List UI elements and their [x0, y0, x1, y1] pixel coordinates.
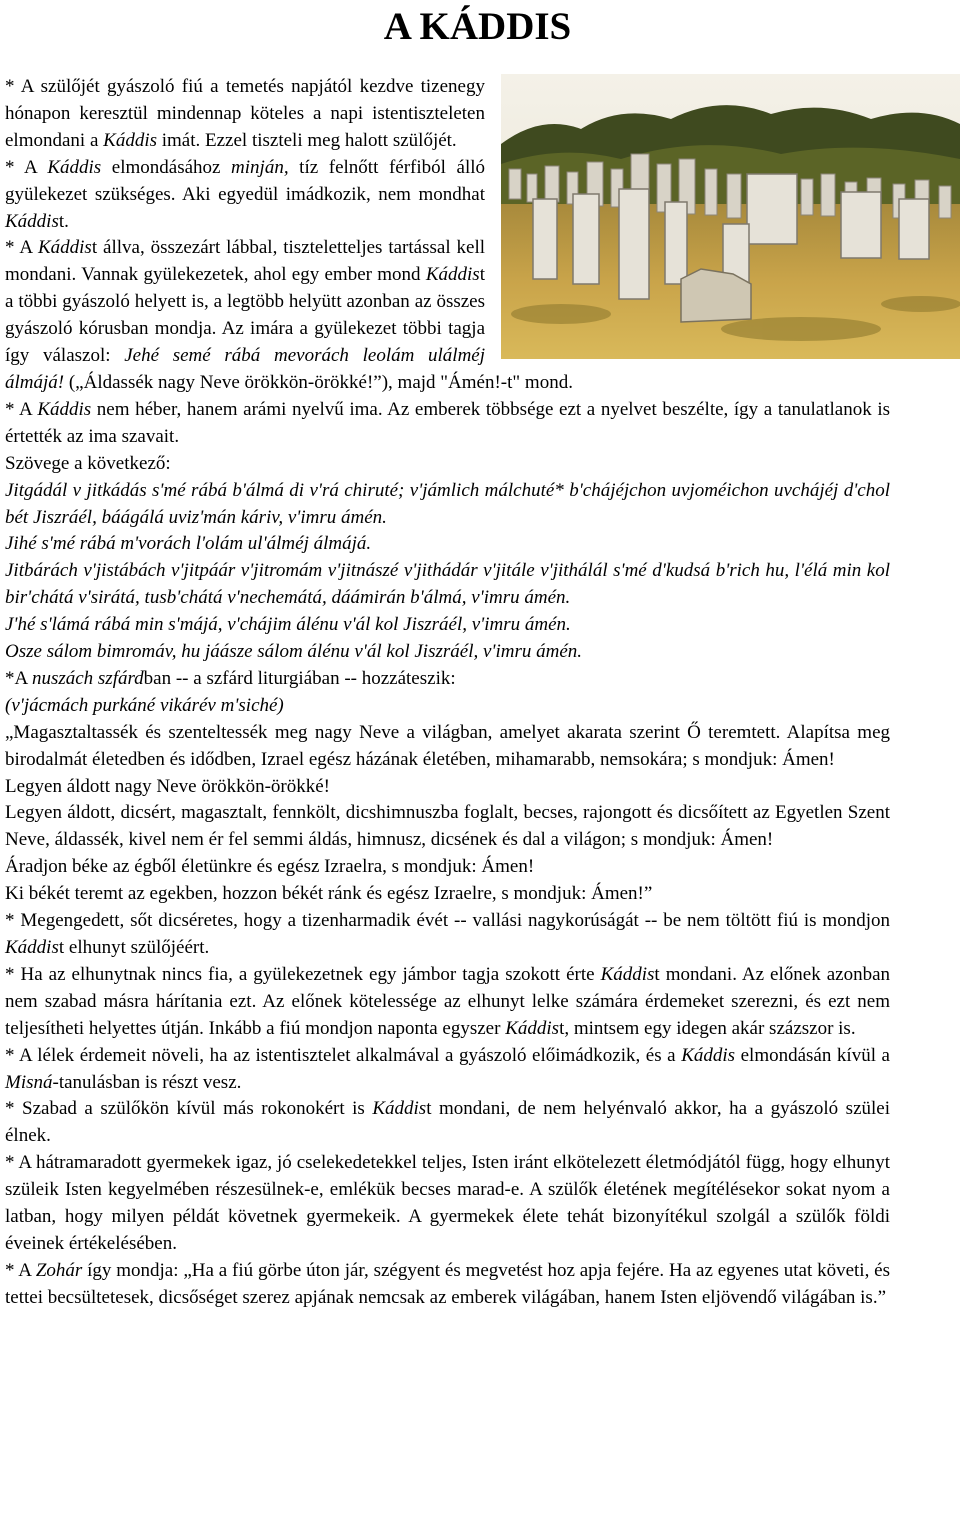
paragraph — [5, 666, 890, 693]
italic-text: Káddis — [600, 963, 655, 985]
text-run: * Megengedett, sőt dicséretes, hogy a tizenharmadik évét -- vallási nagykorúságát -- be nem töltött fiú is mondjon — [5, 910, 890, 932]
text-run: Legyen áldott, dicsért, magasztalt, fennkölt, dicshimnuszba foglalt, becses, rajongott és dicsőített az Egyetlen Szent Neve, áldassék, kivel nem ér fel semmi áldás, himnusz, dicsének és dal a világon; s mondjuk: Ámen! — [5, 802, 890, 851]
text-run: * A — [5, 1259, 36, 1281]
paragraph — [5, 478, 890, 532]
text-run: Szövege a következő: — [5, 452, 171, 474]
paragraph — [5, 531, 890, 558]
cemetery-photo — [501, 74, 960, 359]
italic-text: Káddis — [681, 1044, 736, 1066]
text-run: Legyen áldott nagy Neve örökkön-örökké! — [5, 775, 331, 797]
paragraph — [5, 774, 890, 801]
text-run: t a többi gyászoló helyett is, a legtöbb helyütt azonban az összes gyászoló kórusban mondja. Az imára a gyülekezet többi tagja így válaszol: — [5, 264, 485, 367]
paragraph — [5, 1258, 890, 1312]
page-title: A KÁDDIS — [383, 5, 572, 48]
paragraph — [5, 558, 890, 612]
italic-text: (v'jácmách purkáné vikárév m'siché) — [5, 694, 284, 716]
paragraph — [5, 881, 890, 908]
text-run: „Magasztaltassék és szenteltessék meg nagy Neve a világban, amelyet akarata szerint Ő teremtett. Alapítsa meg birodalmát életedben és idődben, Izrael egész házának életében, mihamarabb, nemsokára; s mondjuk: Ámen! — [5, 721, 890, 770]
italic-text: Káddis — [5, 937, 59, 958]
paragraph — [5, 693, 890, 720]
italic-text: Jehé semé rábá mevorách leolám ulálméj álmájá! — [5, 345, 486, 393]
text-run: t elhunyt szülőjéért. — [58, 937, 210, 958]
italic-text: Káddis — [37, 237, 92, 259]
italic-text: nuszách szfárd — [31, 667, 144, 689]
paragraph — [5, 397, 890, 451]
text-run: * Ha az elhunytnak nincs fia, a gyülekezetnek egy jámbor tagja szokott érte — [5, 963, 601, 985]
text-run: *A — [5, 667, 32, 689]
text-run: -tanulásban is részt vesz. — [52, 1071, 242, 1093]
text-run: Áradjon béke az égből életünkre és egész Izraelra, s mondjuk: Ámen! — [5, 856, 535, 878]
italic-text: Jitgádál v jitkádás s'mé rábá b'álmá di v'rá chiruté; v'jámlich málchuté* b'chájéjchon uvjoméichon uvchájéj d'chol bét Jiszráél, báágálá uviz'mán káriv, v'imru ámén. — [5, 479, 890, 528]
paragraph — [5, 908, 890, 962]
italic-text: Káddis — [37, 398, 92, 420]
text-run: t, mintsem egy idegen akár százszor is. — [559, 1017, 856, 1039]
italic-text: Káddis — [505, 1017, 560, 1039]
text-run: * A — [5, 398, 38, 420]
paragraph — [5, 451, 890, 478]
paragraph — [5, 1043, 890, 1097]
italic-text: Káddis — [5, 210, 59, 232]
text-run: * A hátramaradott gyermekek igaz, jó cselekedetekkel teljes, Isten iránt elkötelezett életmódjától függ, hogy elhunyt szüleik Isten kegyelmében részesülnek-e, emlékük becses marad-e. A szülők életének megítélésekor sokat nyom a latban, hogy milyen példát követnek gyermekeik. A gyermekek élete tehát bizonyítékul szolgál a szülők földi éveinek értékelésében. — [5, 1152, 890, 1254]
text-run: * A — [5, 156, 48, 178]
italic-text: minján, — [231, 156, 289, 178]
paragraph — [5, 854, 890, 881]
text-run: * A — [5, 237, 38, 259]
text-run: elmondásán kívül a — [735, 1044, 890, 1066]
text-run: t állva, összezárt lábbal, tiszteletteljes tartással kell mondani. Vannak gyülekezetek, ahol egy ember mond — [5, 237, 486, 286]
italic-text: Káddis — [372, 1098, 427, 1120]
text-run: nem héber, hanem arámi nyelvű ima. Az emberek többsége ezt a nyelvet beszélte, így a tanulatlanok is értették az ima szavait. — [5, 398, 891, 447]
paragraph — [5, 1150, 890, 1258]
text-run: tíz felnőtt férfiból álló gyülekezet szükséges. Aki egyedül imádkozik, nem mondhat — [5, 156, 485, 205]
text-run: * Szabad a szülőkön kívül más rokonokért is — [5, 1098, 373, 1120]
paragraph — [5, 962, 890, 1043]
text-run: („Áldassék nagy Neve örökkön-örökké!”), majd "Ámén!-t" mond. — [64, 371, 573, 393]
paragraph — [5, 639, 890, 666]
text-run: t mondani, de nem helyénvaló akkor, ha a gyászoló szülei élnek. — [5, 1098, 890, 1147]
text-run: elmondásához — [101, 156, 232, 178]
paragraph — [5, 720, 890, 774]
italic-text: Misná — [5, 1071, 53, 1093]
paragraph — [5, 1096, 890, 1150]
text-run: így mondja: „Ha a fiú görbe úton jár, szégyent és megvetést hoz apja fejére. Ha az egyenes utat követi, és tettei becsültetesek, dicsőséget szerez apjának nemcsak az emberek világában, hanem Isten eljövendő világában is.” — [5, 1259, 891, 1308]
text-run: t. — [58, 210, 69, 232]
italic-text: Káddis — [425, 264, 480, 286]
italic-text: Zohár — [35, 1259, 83, 1281]
italic-text: Jihé s'mé rábá m'vorách l'olám ul'álméj álmájá. — [5, 533, 372, 555]
italic-text: Káddis — [103, 129, 157, 151]
paragraph — [5, 612, 890, 639]
text-run: Ki békét teremt az egekben, hozzon békét ránk és egész Izraelre, s mondjuk: Ámen!” — [5, 883, 653, 905]
italic-text: Jitbárách v'jistábách v'jitpáár v'jitromám v'jitnászé v'jithádár v'jitále v'jithálál s'mé d'kudsá b'rich hu, l'élá min kol bir'chátá v'sirátá, tusb'chátá v'nechemátá, dáámirán b'álmá, v'imru ámén. — [5, 560, 890, 609]
paragraph — [5, 800, 890, 854]
text-run: imát. Ezzel tiszteli meg halott szülőjét. — [157, 129, 457, 151]
text-run: * A szülőjét gyászoló fiú a temetés napjától kezdve tizenegy hónapon keresztül mindennap köteles a napi istentiszteleten elmondani a — [5, 76, 485, 151]
text-run: t mondani. Az előnek azonban nem szabad másra hárítania ezt. Az előnek kötelessége az elhunyt lelke számára érdemeket szerezni, és ezt nem teljesítheti helyettes útján. Inkább a fiú mondjon naponta egyszer — [5, 963, 890, 1039]
text-run: ban -- a szfárd liturgiában -- hozzáteszik: — [143, 667, 456, 689]
italic-text: Káddis — [47, 156, 102, 178]
text-run: * A lélek érdemeit növeli, ha az istentisztelet alkalmával a gyászoló előimádkozik, és a — [5, 1044, 682, 1066]
italic-text: Osze sálom bimromáv, hu jáásze sálom álénu v'ál kol Jiszráél, v'imru ámén. — [5, 641, 583, 663]
italic-text: J'hé s'lámá rábá min s'májá, v'chájim álénu v'ál kol Jiszráél, v'imru ámén. — [5, 614, 571, 636]
